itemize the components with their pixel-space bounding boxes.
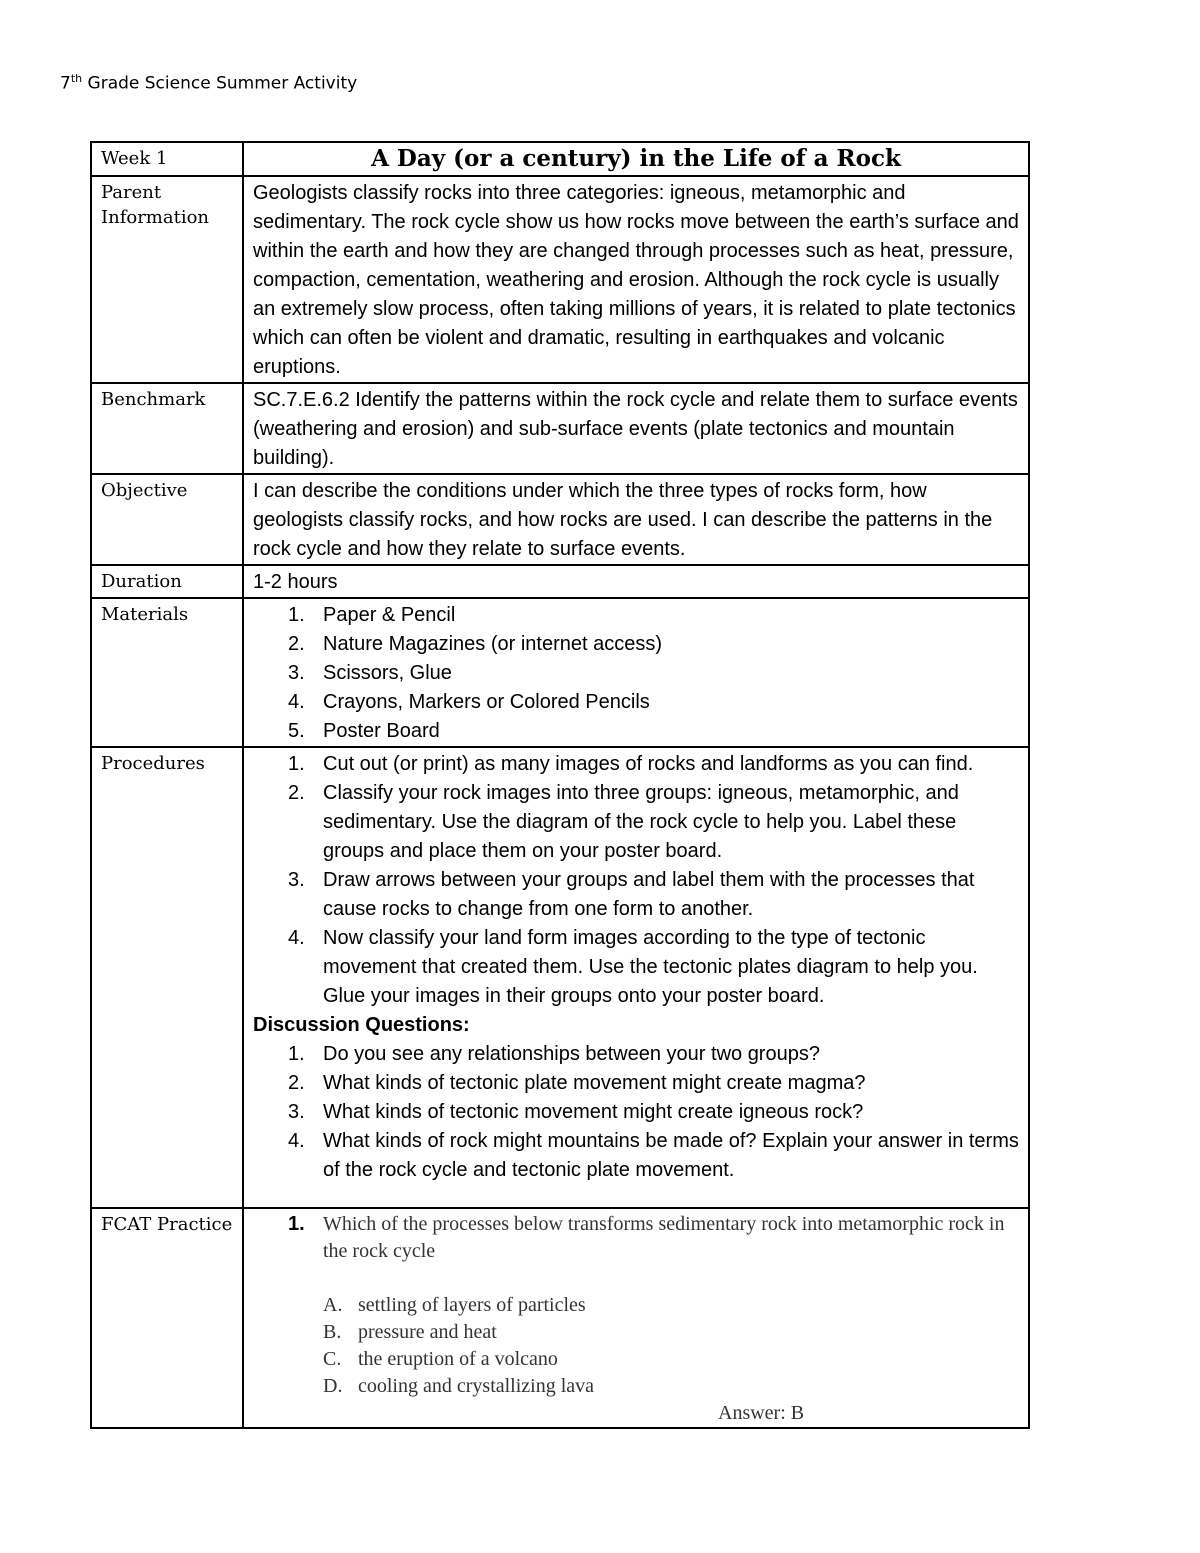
item-number: 5. <box>288 720 305 742</box>
discussion-list <box>253 1040 1020 1185</box>
item-text: Poster Board <box>323 720 440 742</box>
fcat-question <box>253 1211 1020 1265</box>
materials-cell <box>243 598 1029 747</box>
duration-label: Duration <box>91 565 243 598</box>
item-number: 2. <box>288 1072 305 1094</box>
objective-label: Objective <box>91 474 243 565</box>
grade-number: 7 <box>60 73 71 94</box>
item-text: Draw arrows between your groups and label them with the processes that cause rocks to change from one form to another. <box>323 869 975 920</box>
item-number: 2. <box>288 782 305 804</box>
option-letter: D. <box>323 1375 343 1397</box>
duration-text: 1-2 hours <box>243 565 1029 598</box>
option-letter: A. <box>323 1294 343 1316</box>
option-text: settling of layers of particles <box>358 1294 586 1316</box>
list-item <box>253 659 1020 688</box>
item-text: What kinds of tectonic movement might create igneous rock? <box>323 1101 864 1123</box>
list-item <box>253 1069 1020 1098</box>
benchmark-row <box>91 383 1029 474</box>
header-title: Grade Science Summer Activity <box>82 73 358 94</box>
fcat-cell <box>243 1208 1029 1428</box>
materials-label: Materials <box>91 598 243 747</box>
option-letter: C. <box>323 1348 342 1370</box>
item-number: 4. <box>288 691 305 713</box>
item-text: Now classify your land form images according to the type of tectonic movement that created them. Use the tectonic plates diagram to help you. Glue your images in their groups onto your poster board. <box>323 927 978 1007</box>
option-text: the eruption of a volcano <box>358 1348 558 1370</box>
list-item <box>253 1040 1020 1069</box>
list-item <box>253 779 1020 866</box>
option-text: pressure and heat <box>358 1321 497 1343</box>
fcat-options <box>253 1292 1020 1400</box>
item-text: What kinds of rock might mountains be made of? Explain your answer in terms of the rock cycle and tectonic plate movement. <box>323 1130 1019 1181</box>
item-number: 3. <box>288 662 305 684</box>
fcat-answer: Answer: B <box>718 1402 805 1424</box>
item-text: Cut out (or print) as many images of rocks and landforms as you can find. <box>323 753 974 775</box>
list-item <box>253 630 1020 659</box>
parent-info-text: Geologists classify rocks into three categories: igneous, metamorphic and sedimentary. The rock cycle show us how rocks move between the earth’s surface and within the earth and how they are changed through processes such as heat, pressure, compaction, cementation, weathering and erosion. Although the rock cycle is usually an extremely slow process, often taking millions of years, it is related to plate tectonics which can often be violent and dramatic, resulting in earthquakes and volcanic eruptions. <box>243 176 1029 383</box>
materials-row <box>91 598 1029 747</box>
item-number: 4. <box>288 1130 305 1152</box>
parent-info-row <box>91 176 1029 383</box>
answer-option <box>253 1292 1020 1319</box>
answer-option <box>253 1319 1020 1346</box>
procedures-label: Procedures <box>91 747 243 1208</box>
benchmark-label: Benchmark <box>91 383 243 474</box>
fcat-row <box>91 1208 1029 1428</box>
list-item <box>253 1098 1020 1127</box>
activity-title: A Day (or a century) in the Life of a Rock <box>243 142 1029 176</box>
item-text: Crayons, Markers or Colored Pencils <box>323 691 650 713</box>
answer-option <box>253 1373 1020 1400</box>
question-text: Which of the processes below transforms sedimentary rock into metamorphic rock in the rock cycle <box>323 1213 1005 1262</box>
benchmark-text: SC.7.E.6.2 Identify the patterns within the rock cycle and relate them to surface events (weathering and erosion) and sub-surface events (plate tectonics and mountain building). <box>243 383 1029 474</box>
item-number: 1. <box>288 604 305 626</box>
list-item <box>253 866 1020 924</box>
objective-row <box>91 474 1029 565</box>
list-item <box>253 688 1020 717</box>
list-item <box>253 601 1020 630</box>
item-text: Paper & Pencil <box>323 604 456 626</box>
title-row <box>91 142 1029 176</box>
option-text: cooling and crystallizing lava <box>358 1375 595 1397</box>
week-label: Week 1 <box>91 142 243 176</box>
item-text: Scissors, Glue <box>323 662 452 684</box>
fcat-label: FCAT Practice <box>91 1208 243 1428</box>
item-text: Do you see any relationships between your two groups? <box>323 1043 820 1065</box>
item-number: 4. <box>288 927 305 949</box>
procedures-row <box>91 747 1029 1208</box>
item-number: 3. <box>288 869 305 891</box>
materials-list <box>253 601 1020 746</box>
discussion-heading: Discussion Questions: <box>253 1014 470 1036</box>
item-text: What kinds of tectonic plate movement might create magma? <box>323 1072 866 1094</box>
item-number: 2. <box>288 633 305 655</box>
grade-suffix: th <box>70 72 83 85</box>
list-item <box>253 750 1020 779</box>
option-letter: B. <box>323 1321 342 1343</box>
item-number: 1. <box>288 753 305 775</box>
question-number: 1. <box>288 1213 305 1235</box>
list-item <box>253 924 1020 1011</box>
item-text: Classify your rock images into three groups: igneous, metamorphic, and sedimentary. Use the diagram of the rock cycle to help you. Label these groups and place them on your poster board. <box>323 782 959 862</box>
parent-info-label: Parent Information <box>91 176 243 383</box>
procedures-cell <box>243 747 1029 1208</box>
item-text: Nature Magazines (or internet access) <box>323 633 663 655</box>
duration-row <box>91 565 1029 598</box>
objective-text: I can describe the conditions under which the three types of rocks form, how geologists classify rocks, and how rocks are used. I can describe the patterns in the rock cycle and how they relate to surface events. <box>243 474 1029 565</box>
item-number: 3. <box>288 1101 305 1123</box>
answer-option <box>253 1346 1020 1373</box>
item-number: 1. <box>288 1043 305 1065</box>
list-item <box>253 1127 1020 1185</box>
page-header <box>60 72 357 94</box>
activity-table <box>90 141 1030 1429</box>
list-item <box>253 717 1020 746</box>
procedures-list <box>253 750 1020 1011</box>
